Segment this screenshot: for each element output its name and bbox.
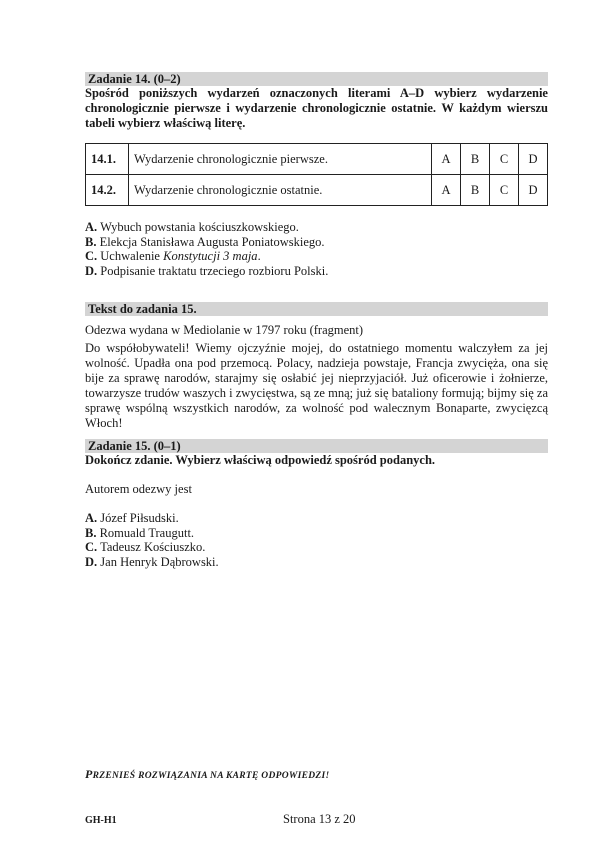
row-text: Wydarzenie chronologicznie ostatnie. <box>129 175 432 206</box>
row-text: Wydarzenie chronologicznie pierwsze. <box>129 144 432 175</box>
item-letter: D. <box>85 263 98 278</box>
note-rest: RZENIEŚ ROZWIĄZANIA NA KARTĘ ODPOWIEDZI! <box>92 771 330 781</box>
exam-code: GH-H1 <box>85 815 117 826</box>
task-15-header: Zadanie 15. (0–1) <box>85 439 548 453</box>
item-text: Elekcja Stanisława Augusta Poniatowskiego. <box>99 234 325 249</box>
answer-text: Józef Piłsudski. <box>100 511 179 525</box>
option-c[interactable]: C <box>490 175 519 206</box>
answer-text: Jan Henryk Dąbrowski. <box>100 554 219 569</box>
task-15-stem: Autorem odezwy jest <box>85 482 192 496</box>
item-text: Podpisanie traktatu trzeciego rozbioru Polski. <box>100 263 329 278</box>
text-15-body: Do współobywateli! Wiemy ojczyźnie mojej, do ostatniego momentu walczyłem za jej wolność. Upadła ona pod przemocą. Polacy, nadzieja powstaje, Francja zwycięża, ona się bije za sprawę narodów, starajmy się osłabić jej nieprzyjaciół. Już oficerowie i żołnierze, towarzysze trudów waszych i zwycięstwa, są ze mną; już się bataliony formują; bijmy się za sprawę wspólną wszystkich narodów, za wolność pod walecznym Bonaparte, zwycięzcą Włoch! <box>85 341 548 430</box>
option-b[interactable]: B <box>461 144 490 175</box>
answer-item[interactable] <box>85 555 548 570</box>
table-row <box>86 175 548 206</box>
answer-item[interactable] <box>85 540 548 555</box>
option-d[interactable]: D <box>519 144 548 175</box>
answer-letter: A. <box>85 511 98 525</box>
page-number: Strona 13 z 20 <box>283 812 356 826</box>
text-15-source: Odezwa wydana w Mediolanie w 1797 roku (fragment) <box>85 323 364 337</box>
answer-text: Tadeusz Kościuszko. <box>100 540 206 554</box>
answers-list <box>85 511 548 569</box>
row-number: 14.1. <box>86 144 129 175</box>
item-text: Wybuch powstania kościuszkowskiego. <box>100 220 299 234</box>
item-letter: A. <box>85 220 98 234</box>
task-14-header: Zadanie 14. (0–2) <box>85 72 548 86</box>
text-15 <box>85 302 548 431</box>
task-14 <box>85 72 548 131</box>
item-letter: B. <box>85 234 97 249</box>
answer-item[interactable] <box>85 526 548 541</box>
answer-text: Romuald Traugutt. <box>99 525 195 540</box>
answer-item[interactable] <box>85 511 548 526</box>
answer-letter: B. <box>85 525 97 540</box>
answer-table <box>85 143 548 206</box>
option-b[interactable]: B <box>461 175 490 206</box>
task-14-instruction: Spośród poniższych wydarzeń oznaczonych literami A–D wybierz wydarzenie chronologicznie pierwsze i wydarzenie chronologicznie ostatnie. W każdym wierszu tabeli wybierz właściwą literę. <box>85 86 548 130</box>
answer-letter: C. <box>85 540 98 554</box>
option-d[interactable]: D <box>519 175 548 206</box>
events-list <box>85 220 328 278</box>
list-item <box>85 235 328 250</box>
item-letter: C. <box>85 249 98 263</box>
note-initial: P <box>85 767 93 781</box>
list-item <box>85 249 328 264</box>
list-item <box>85 220 328 235</box>
task-15-instruction: Dokończ zdanie. Wybierz właściwą odpowiedź spośród podanych. <box>85 453 436 467</box>
transfer-answers-note <box>85 767 330 782</box>
option-a[interactable]: A <box>432 175 461 206</box>
row-number: 14.2. <box>86 175 129 206</box>
item-text-italic: Konstytucji 3 maja <box>163 249 258 263</box>
task-15 <box>85 439 548 569</box>
option-c[interactable]: C <box>490 144 519 175</box>
option-a[interactable]: A <box>432 144 461 175</box>
list-item <box>85 264 328 279</box>
text-15-header: Tekst do zadania 15. <box>85 302 548 316</box>
item-text: Uchwalenie <box>100 249 164 263</box>
answer-letter: D. <box>85 554 98 569</box>
table-row <box>86 144 548 175</box>
item-text-end: . <box>257 249 261 263</box>
